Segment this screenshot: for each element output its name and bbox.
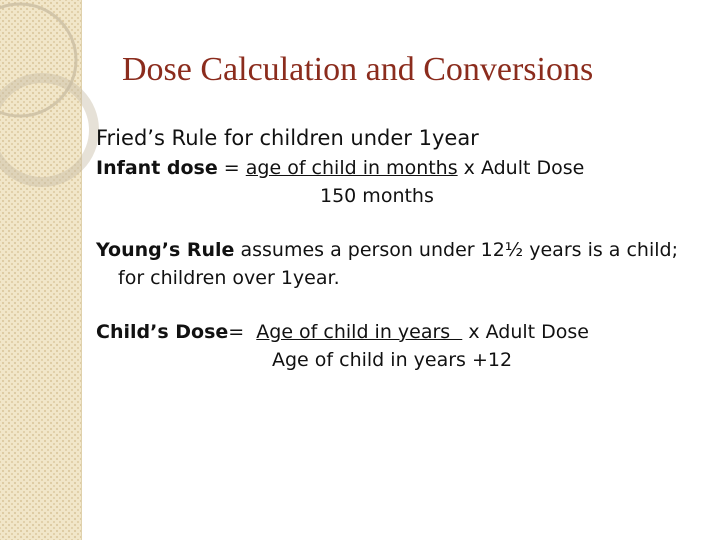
- childs-dose-formula: [96, 318, 696, 346]
- spacer: [96, 210, 696, 236]
- slide-body: [96, 122, 696, 374]
- childs-dose-label: Child’s Dose: [96, 321, 229, 343]
- infant-dose-numerator: age of child in months: [245, 157, 458, 179]
- spacer: [96, 292, 696, 318]
- childs-dose-equals: =: [228, 321, 257, 343]
- infant-dose-denominator: 150 months: [320, 185, 434, 207]
- childs-dose-multiplier: x Adult Dose: [462, 321, 589, 343]
- childs-dose-denominator: Age of child in years +12: [272, 349, 513, 371]
- fried-rule-heading: Fried’s Rule for children under 1year: [96, 126, 479, 150]
- young-rule-text: assumes a person under 12½ years is a child; for children over 1year.: [118, 239, 678, 289]
- childs-dose-numerator: Age of child in years: [256, 321, 463, 343]
- infant-dose-formula: [96, 154, 696, 182]
- young-rule-paragraph: [96, 236, 696, 292]
- infant-dose-equals: =: [217, 157, 246, 179]
- infant-dose-label: Infant dose: [96, 157, 218, 179]
- slide-title: Dose Calculation and Conversions: [122, 51, 594, 88]
- young-rule-label: Young’s Rule: [96, 239, 235, 261]
- infant-dose-multiplier: x Adult Dose: [457, 157, 585, 179]
